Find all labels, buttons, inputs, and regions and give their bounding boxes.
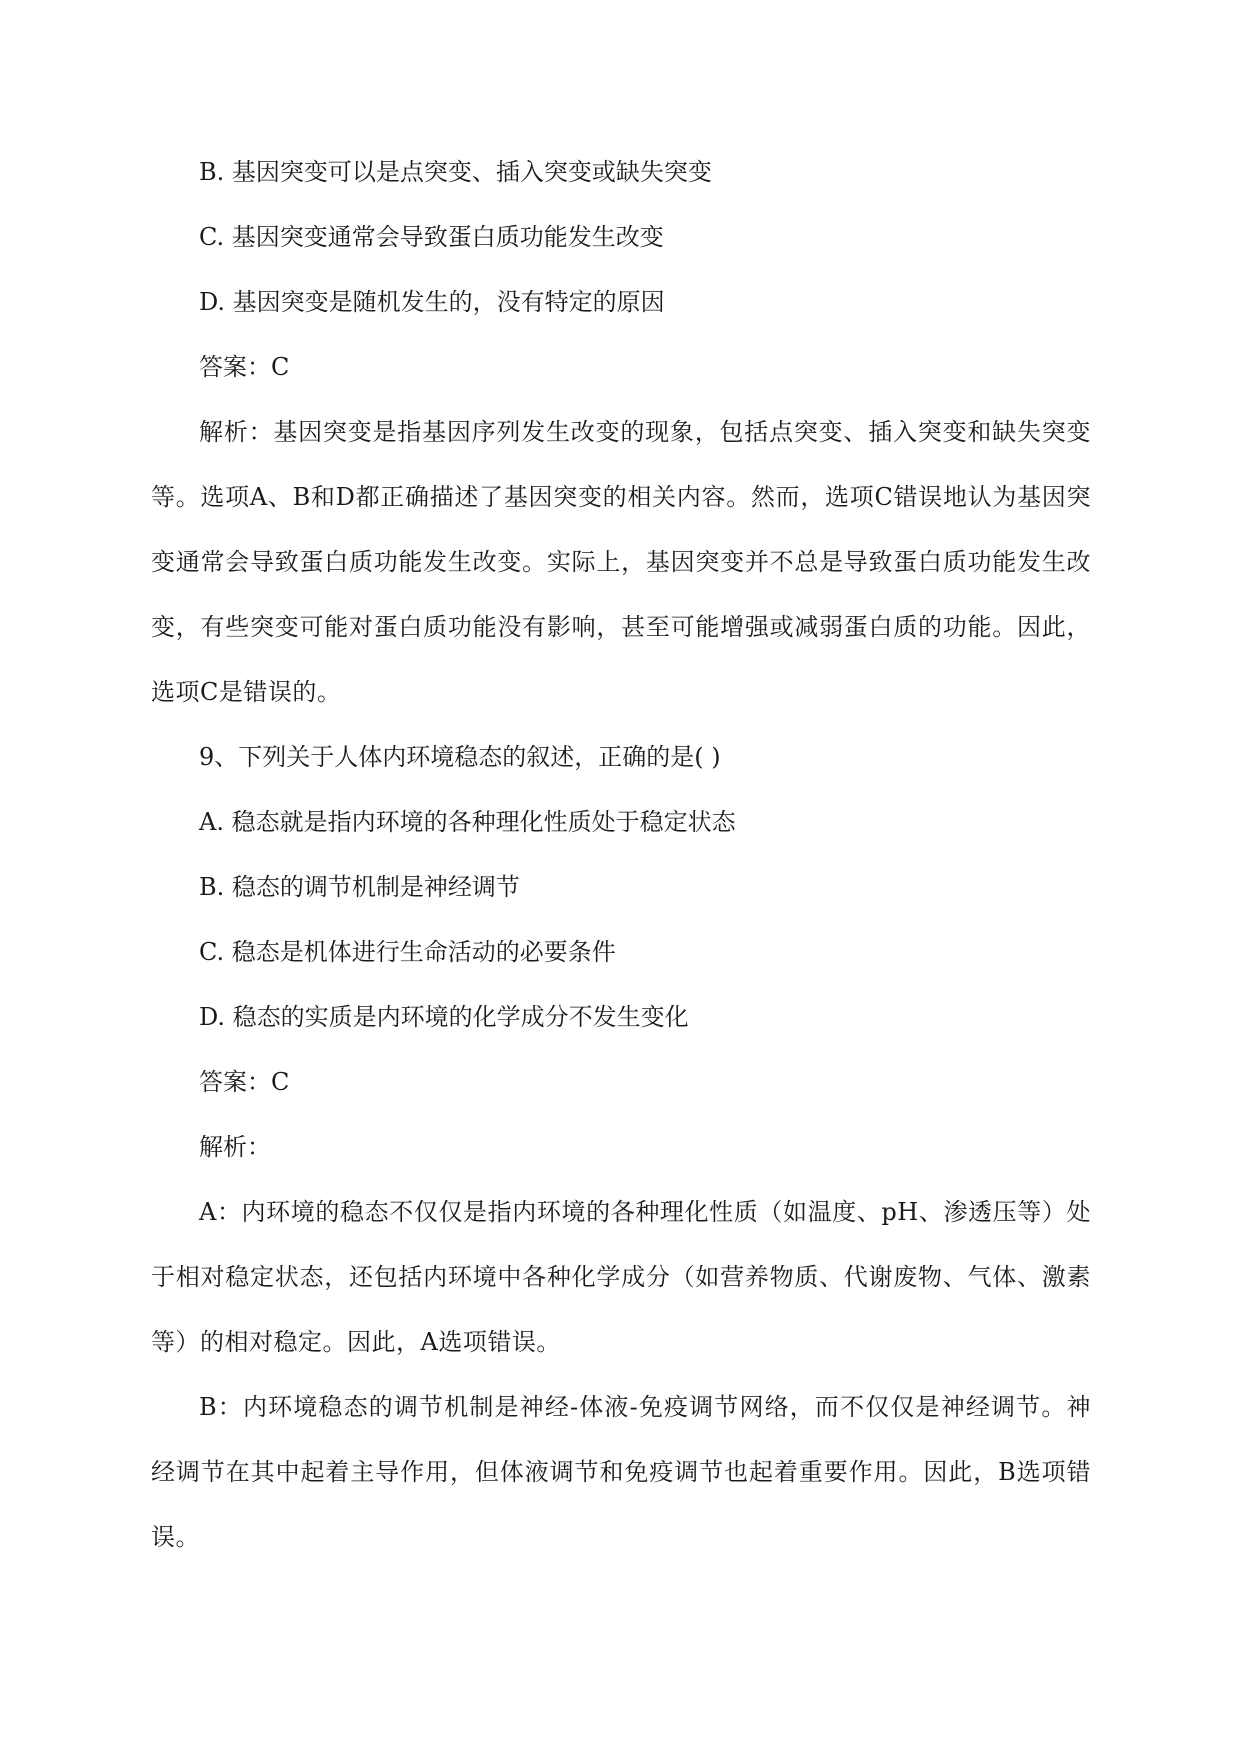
q8-option-b: B. 基因突变可以是点突变、插入突变或缺失突变 bbox=[199, 158, 712, 186]
q8-analysis: 解析：基因突变是指基因序列发生改变的现象，包括点突变、插入突变和缺失突变等。选项A、B和D都正确描述了基因突变的相关内容。然而，选项C错误地认为基因突变通常会导致蛋白质功能发生改变。实际上，基因突变并不总是导致蛋白质功能发生改变，有些突变可能对蛋白质功能没有影响，甚至可能增强或减弱蛋白质的功能。因此，选项C是错误的。 bbox=[151, 418, 1091, 706]
q9-analysis-b: B：内环境稳态的调节机制是神经-体液-免疫调节网络，而不仅仅是神经调节。神经调节在其中起着主导作用，但体液调节和免疫调节也起着重要作用。因此，B选项错误。 bbox=[151, 1393, 1091, 1551]
q9-analysis-label: 解析： bbox=[199, 1133, 271, 1161]
q9-option-d: D. 稳态的实质是内环境的化学成分不发生变化 bbox=[199, 1003, 689, 1031]
q8-answer: 答案：C bbox=[199, 353, 290, 381]
q9-analysis-a: A：内环境的稳态不仅仅是指内环境的各种理化性质（如温度、pH、渗透压等）处于相对稳定状态，还包括内环境中各种化学成分（如营养物质、代谢废物、气体、激素等）的相对稳定。因此，A选项错误。 bbox=[151, 1198, 1091, 1356]
q9-answer: 答案：C bbox=[199, 1068, 290, 1096]
q8-option-d: D. 基因突变是随机发生的，没有特定的原因 bbox=[199, 288, 665, 316]
page-content bbox=[151, 140, 1091, 1570]
q9-option-a: A. 稳态就是指内环境的各种理化性质处于稳定状态 bbox=[199, 808, 736, 836]
q9-question: 9、下列关于人体内环境稳态的叙述，正确的是( ) bbox=[199, 743, 721, 771]
q9-option-b: B. 稳态的调节机制是神经调节 bbox=[199, 873, 520, 901]
q9-option-c: C. 稳态是机体进行生命活动的必要条件 bbox=[199, 938, 616, 966]
q8-option-c: C. 基因突变通常会导致蛋白质功能发生改变 bbox=[199, 223, 664, 251]
